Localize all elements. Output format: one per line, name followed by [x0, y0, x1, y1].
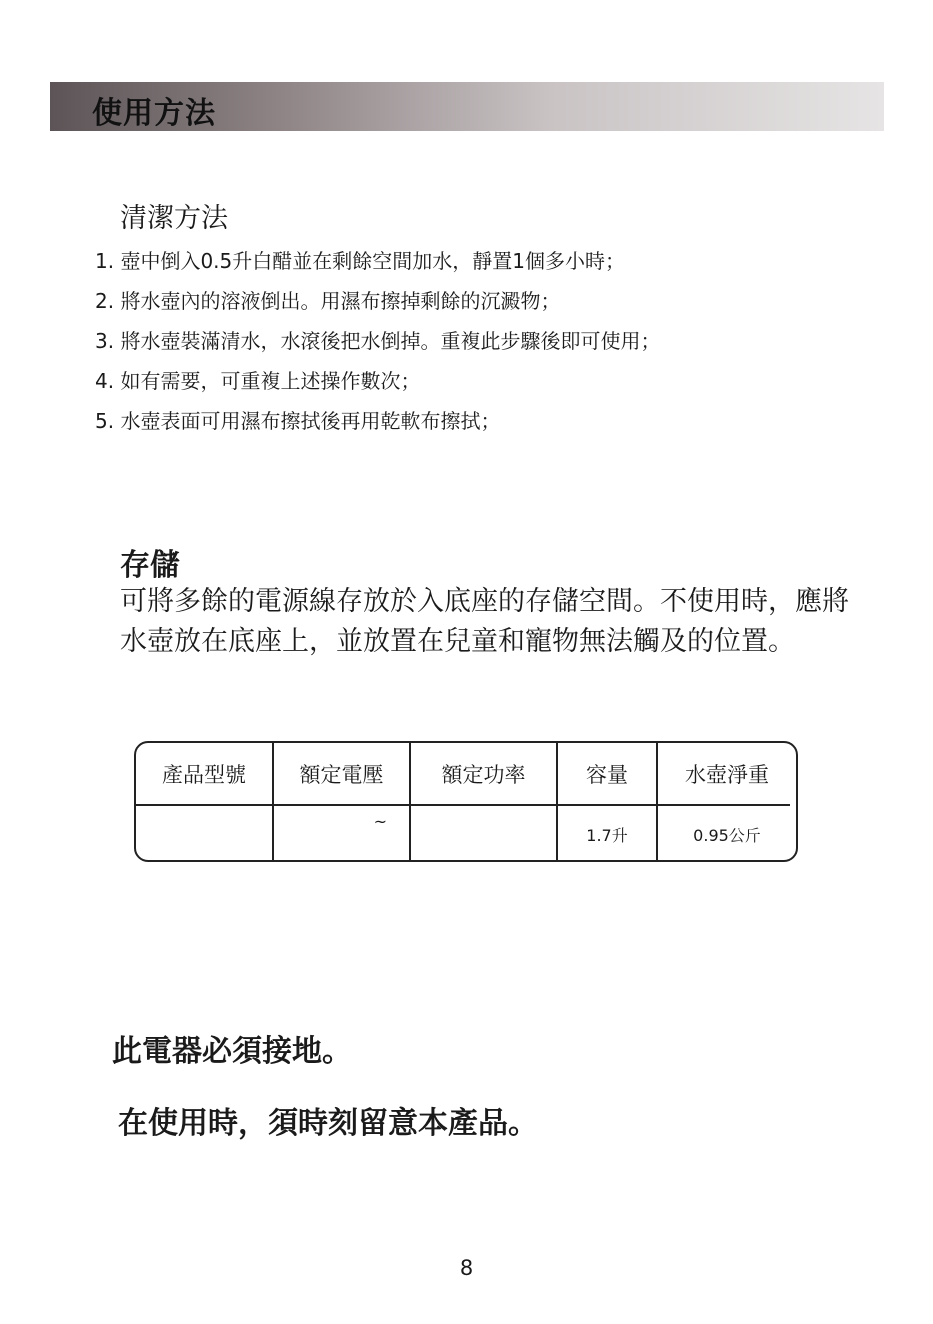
step-number: 1.: [95, 249, 115, 273]
attention-warning: 在使用時，須時刻留意本產品。: [118, 1106, 538, 1141]
page-number: 8: [459, 1256, 474, 1280]
value-power: [411, 806, 556, 862]
list-item: [95, 246, 660, 286]
cleaning-title: 清潔方法: [120, 203, 228, 234]
spec-table: [134, 741, 798, 862]
header-voltage: 額定電壓: [299, 762, 384, 787]
section-title: 使用方法: [92, 96, 216, 131]
list-item: [95, 406, 660, 446]
storage-paragraph: [120, 582, 890, 662]
step-number: 3.: [95, 329, 115, 353]
storage-line-2: 水壺放在底座上，並放置在兒童和寵物無法觸及的位置。: [120, 626, 795, 657]
step-text: 將水壺內的溶液倒出。用濕布擦掉剩餘的沉澱物；: [120, 289, 561, 313]
grounding-warning: 此電器必須接地。: [112, 1034, 352, 1069]
header-weight: 水壺淨重: [685, 762, 769, 787]
step-number: 5.: [95, 409, 115, 433]
value-capacity: 1.7升: [586, 825, 628, 845]
storage-line-1: 可將多餘的電源線存放於入底座的存儲空間。不使用時，應將: [120, 586, 849, 617]
header-capacity: 容量: [586, 762, 628, 787]
value-voltage: ~: [373, 812, 387, 831]
step-number: 4.: [95, 369, 115, 393]
value-model: [136, 806, 272, 862]
value-weight: 0.95公斤: [693, 825, 761, 845]
step-text: 水壺表面可用濕布擦拭後再用乾軟布擦拭；: [120, 409, 501, 433]
step-text: 壺中倒入0.5升白醋並在剩餘空間加水，靜置1個多小時；: [120, 249, 625, 273]
step-text: 將水壺裝滿清水，水滾後把水倒掉。重複此步驟後即可使用；: [120, 329, 661, 353]
list-item: [95, 326, 660, 366]
list-item: [95, 286, 660, 326]
list-item: [95, 366, 660, 406]
header-power: 額定功率: [441, 762, 526, 787]
section-header-banner: [50, 82, 884, 131]
step-number: 2.: [95, 289, 115, 313]
header-model: 產品型號: [162, 762, 246, 787]
cleaning-steps-list: [95, 246, 660, 446]
storage-title: 存儲: [120, 548, 180, 583]
step-text: 如有需要，可重複上述操作數次；: [120, 369, 421, 393]
